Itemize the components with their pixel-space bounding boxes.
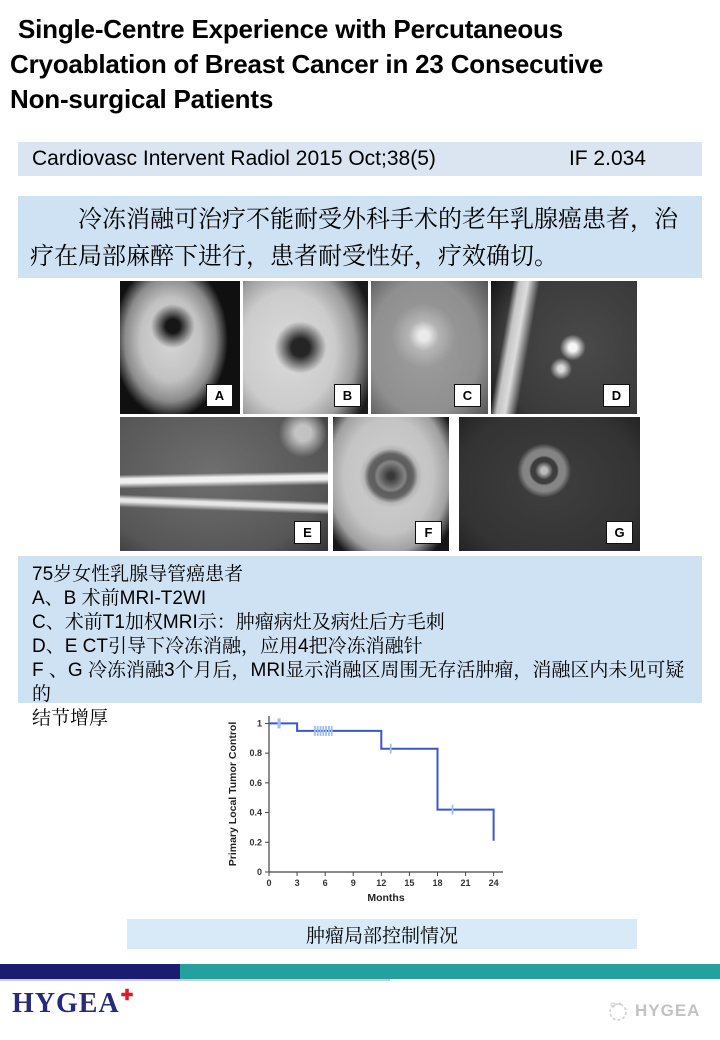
svg-text:21: 21	[460, 878, 471, 888]
figure-label-d: D	[603, 384, 630, 407]
figure-label-a: A	[206, 384, 233, 407]
page-title	[10, 12, 710, 117]
mri-image-g	[459, 417, 640, 551]
footer-navy-segment	[0, 964, 180, 979]
svg-text:1: 1	[256, 718, 262, 729]
title-line: Non-surgical Patients	[10, 84, 274, 114]
watermark-text: HYGEA	[635, 1001, 701, 1020]
chart-caption-bar	[127, 919, 637, 949]
svg-text:Primary Local Tumor Control: Primary Local Tumor Control	[227, 721, 239, 867]
svg-text:24: 24	[488, 878, 499, 888]
svg-text:6: 6	[322, 878, 328, 888]
svg-text:0: 0	[256, 867, 262, 877]
svg-text:0.6: 0.6	[249, 777, 262, 788]
hygea-logo-text: HYGEA	[12, 988, 120, 1019]
footer-teal-segment	[180, 964, 720, 979]
svg-text:0.4: 0.4	[249, 807, 262, 818]
description-line: A、B 术前MRI-T2WI	[32, 588, 207, 609]
figure-label-c: C	[454, 384, 481, 407]
figure-label-e: E	[294, 521, 321, 544]
svg-text:15: 15	[404, 878, 415, 888]
figure-description-box	[18, 556, 702, 729]
summary-line: 冷冻消融可治疗不能耐受外科手术的老年乳腺癌患者，治	[30, 206, 678, 233]
summary-box	[18, 196, 702, 278]
description-line: 75岁女性乳腺导管癌患者	[32, 564, 244, 585]
survival-curve-svg	[225, 706, 515, 906]
impact-factor: IF 2.034	[568, 147, 646, 170]
figure-label-f: F	[415, 521, 442, 544]
journal-citation: Cardiovasc Intervent Radiol 2015 Oct;38(5)	[32, 147, 436, 170]
description-line: C、术前T1加权MRI示：肿瘤病灶及病灶后方毛刺	[32, 612, 445, 633]
summary-line: 疗在局部麻醉下进行，患者耐受性好，疗效确切。	[30, 243, 558, 270]
chart-caption-text: 肿瘤局部控制情况	[305, 925, 458, 947]
mri-image-c	[371, 281, 488, 414]
red-cross-icon: ✚	[120, 988, 135, 1004]
description-line: F 、G 冷冻消融3个月后，MRI显示消融区周围无存活肿瘤，消融区内未见可疑的	[32, 660, 685, 705]
svg-text:12: 12	[376, 878, 387, 888]
title-line: Cryoablation of Breast Cancer in 23 Consecutive	[10, 49, 604, 79]
kaplan-meier-chart	[225, 706, 515, 906]
title-line: Single-Centre Experience with Percutaneous	[18, 14, 563, 44]
hygea-watermark	[607, 1000, 700, 1022]
mri-image-f	[333, 417, 449, 551]
description-line: D、E CT引导下冷冻消融，应用4把冷冻消融针	[32, 636, 423, 657]
figure-label-b: B	[334, 384, 361, 407]
footer-bar	[0, 964, 720, 981]
svg-text:Months: Months	[367, 892, 405, 904]
svg-text:9: 9	[350, 878, 356, 888]
mri-image-a	[120, 281, 240, 414]
svg-text:3: 3	[294, 878, 300, 888]
hygea-logo	[12, 988, 133, 1020]
ct-image-d	[491, 281, 637, 414]
figure-label-g: G	[606, 521, 633, 544]
svg-text:0.8: 0.8	[249, 748, 262, 759]
journal-bar	[18, 142, 702, 176]
ct-image-e	[120, 417, 328, 551]
mri-image-b	[243, 281, 368, 414]
svg-text:0: 0	[266, 878, 272, 888]
svg-text:0.2: 0.2	[249, 837, 262, 848]
footer-underline	[0, 979, 390, 981]
description-line: 结节增厚	[32, 708, 109, 729]
watermark-circle-icon	[607, 1000, 629, 1022]
svg-text:18: 18	[432, 878, 443, 888]
